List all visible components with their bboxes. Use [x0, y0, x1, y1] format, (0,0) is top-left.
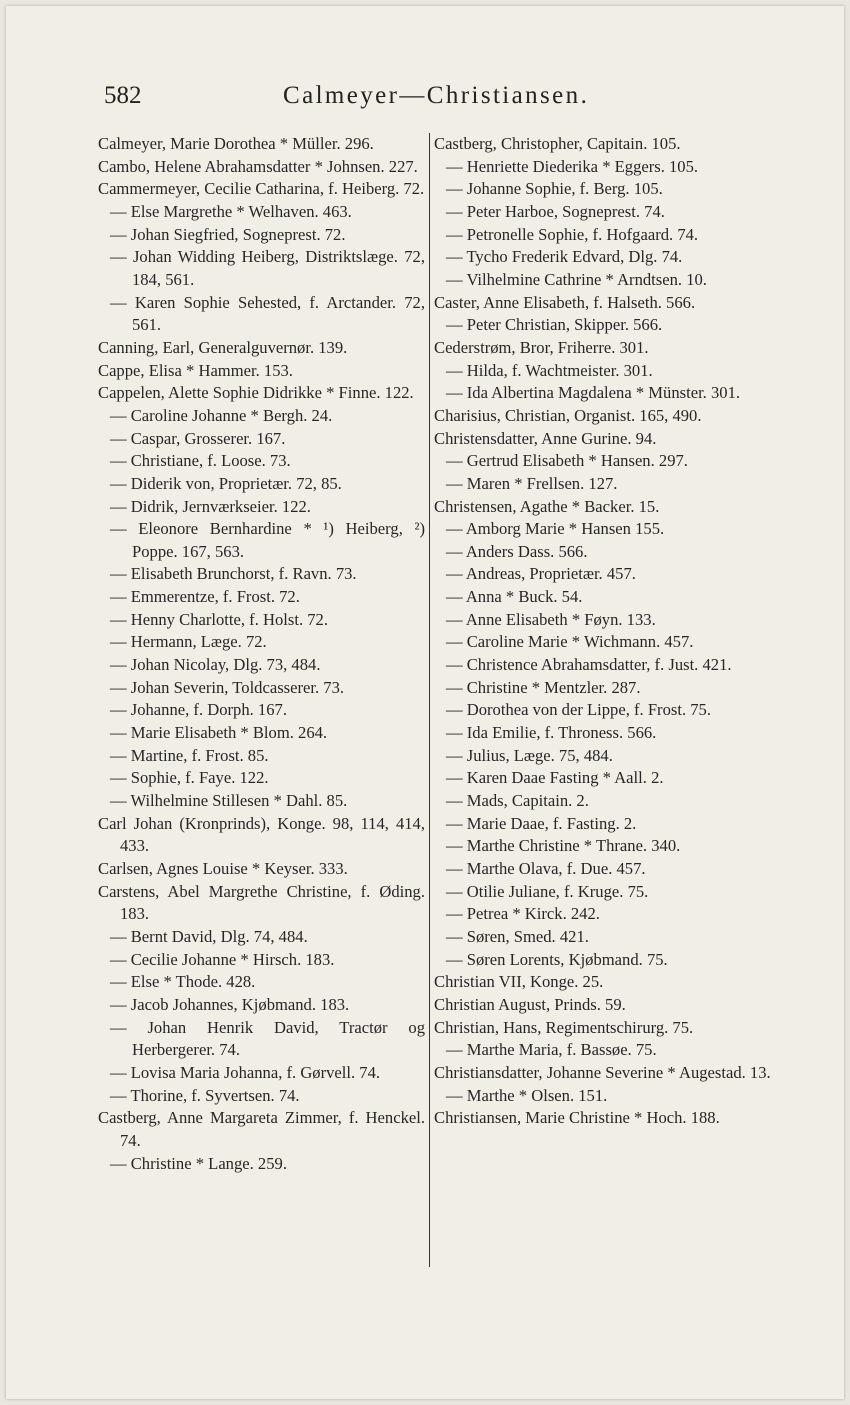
index-subentry: — Mads, Capitain. 2. [446, 791, 589, 811]
index-entry: Carlsen, Agnes Louise * Keyser. 333. [98, 859, 348, 878]
index-subentry: — Marthe Olava, f. Due. 457. [446, 859, 646, 878]
index-entry: Christiansen, Marie Christine * Hoch. 188. [434, 1108, 720, 1128]
index-subentry: — Ida Emilie, f. Throness. 566. [446, 723, 657, 743]
index-subentry: — Emmerentze, f. Frost. 72. [110, 587, 300, 607]
index-subentry: — Julius, Læge. 75, 484. [446, 745, 613, 765]
index-subentry: — Otilie Juliane, f. Kruge. 75. [446, 881, 649, 901]
index-entry: Christensdatter, Anne Gurine. 94. [434, 428, 657, 448]
index-subentry: — Else * Thode. 428. [110, 972, 256, 992]
index-subentry: — Wilhelmine Stillesen * Dahl. 85. [110, 791, 348, 811]
index-subentry: — Elisabeth Brunchorst, f. Ravn. 73. [110, 564, 357, 584]
index-entry: Caster, Anne Elisabeth, f. Halseth. 566. [434, 292, 696, 312]
index-entry: Charisius, Christian, Organist. 165, 490. [434, 405, 702, 425]
index-subentry: — Didrik, Jernværkseier. 122. [110, 496, 311, 516]
index-entry: Christian VII, Konge. 25. [434, 972, 604, 992]
index-subentry: — Henriette Diederika * Eggers. 105. [446, 156, 699, 176]
index-subentry: — Martine, f. Frost. 85. [110, 745, 269, 765]
index-entry: Carstens, Abel Margrethe Christine, f. Øding. 183. [98, 881, 425, 924]
index-subentry: — Johan Widding Heiberg, Distriktslæge. 72, 184, 561. [110, 247, 425, 289]
index-subentry: — Bernt David, Dlg. 74, 484. [110, 926, 308, 946]
index-entry: Cappelen, Alette Sophie Didrikke * Finne. 122. [98, 383, 414, 403]
index-subentry: — Johan Severin, Toldcasserer. 73. [110, 677, 345, 697]
index-subentry: — Johan Siegfried, Sogneprest. 72. [110, 224, 346, 244]
index-subentry: — Johan Henrik David, Tractør og Herbergerer. 74. [110, 1017, 425, 1060]
index-subentry: — Hilda, f. Wachtmeister. 301. [446, 360, 653, 380]
index-subentry: — Thorine, f. Syvertsen. 74. [110, 1085, 300, 1105]
page-header [6, 82, 844, 116]
index-entry: Carl Johan (Kronprinds), Konge. 98, 114, 414, 433. [98, 813, 425, 856]
page-number: 582 [104, 82, 142, 109]
index-subentry: — Tycho Frederik Edvard, Dlg. 74. [446, 247, 683, 267]
index-subentry: — Sophie, f. Faye. 122. [110, 768, 269, 788]
index-subentry: — Johan Nicolay, Dlg. 73, 484. [110, 655, 321, 675]
index-subentry: — Marie Daae, f. Fasting. 2. [446, 813, 637, 833]
index-subentry: — Caroline Marie * Wichmann. 457. [446, 632, 694, 652]
index-subentry: — Peter Harboe, Sogneprest. 74. [446, 201, 665, 221]
index-subentry: — Else Margrethe * Welhaven. 463. [110, 201, 352, 221]
index-subentry: — Anders Dass. 566. [446, 541, 588, 561]
index-entry: Castberg, Anne Margareta Zimmer, f. Henckel. 74. [98, 1108, 425, 1150]
index-subentry: — Andreas, Proprietær. 457. [446, 564, 636, 584]
index-subentry: — Caroline Johanne * Bergh. 24. [110, 405, 333, 425]
index-subentry: — Anne Elisabeth * Føyn. 133. [446, 609, 656, 629]
index-column-left [98, 133, 425, 1175]
index-subentry: — Marthe Christine * Thrane. 340. [446, 836, 681, 856]
index-subentry: — Marthe * Olsen. 151. [446, 1085, 608, 1105]
index-subentry: — Cecilie Johanne * Hirsch. 183. [110, 949, 335, 969]
index-subentry: — Christine * Mentzler. 287. [446, 677, 641, 697]
index-entry: Cederstrøm, Bror, Friherre. 301. [434, 337, 649, 357]
index-entry: Cammermeyer, Cecilie Catharina, f. Heiberg. 72. [98, 179, 425, 199]
index-subentry: — Marthe Maria, f. Bassøe. 75. [446, 1040, 657, 1060]
index-subentry: — Gertrud Elisabeth * Hansen. 297. [446, 451, 688, 471]
index-subentry: — Petronelle Sophie, f. Hofgaard. 74. [446, 224, 699, 244]
index-subentry: — Maren * Frellsen. 127. [446, 473, 618, 493]
index-subentry: — Amborg Marie * Hansen 155. [446, 519, 665, 539]
index-subentry: — Jacob Johannes, Kjøbmand. 183. [110, 994, 350, 1014]
index-subentry: — Eleonore Bernhardine * ¹) Heiberg, ²) Poppe. 167, 563. [110, 519, 425, 561]
index-subentry: — Henny Charlotte, f. Holst. 72. [110, 609, 328, 629]
index-subentry: — Christiane, f. Loose. 73. [110, 451, 291, 471]
index-entry: Calmeyer, Marie Dorothea * Müller. 296. [98, 134, 374, 153]
index-subentry: — Ida Albertina Magdalena * Münster. 301. [446, 383, 741, 403]
running-title: Calmeyer—Christiansen. [283, 82, 590, 109]
index-entry: Christian August, Prinds. 59. [434, 994, 626, 1014]
index-subentry: — Anna * Buck. 54. [446, 587, 583, 607]
index-subentry: — Vilhelmine Cathrine * Arndtsen. 10. [446, 269, 707, 289]
index-entry: Cappe, Elisa * Hammer. 153. [98, 360, 293, 380]
index-subentry: — Karen Daae Fasting * Aall. 2. [446, 768, 664, 788]
index-subentry: — Peter Christian, Skipper. 566. [446, 315, 663, 335]
index-entry: Christensen, Agathe * Backer. 15. [434, 496, 660, 516]
index-entry: Castberg, Christopher, Capitain. 105. [434, 134, 681, 153]
index-subentry: — Christine * Lange. 259. [110, 1153, 287, 1173]
index-subentry: — Søren, Smed. 421. [446, 926, 589, 946]
index-subentry: — Christence Abrahamsdatter, f. Just. 421. [446, 655, 732, 675]
index-subentry: — Karen Sophie Sehested, f. Arctander. 72, 561. [110, 292, 425, 335]
index-subentry: — Diderik von, Proprietær. 72, 85. [110, 473, 342, 493]
index-subentry: — Hermann, Læge. 72. [110, 632, 267, 652]
index-subentry: — Johanne Sophie, f. Berg. 105. [446, 179, 663, 199]
index-entry: Canning, Earl, Generalguvernør. 139. [98, 337, 348, 357]
index-subentry: — Lovisa Maria Johanna, f. Gørvell. 74. [110, 1062, 381, 1082]
index-subentry: — Dorothea von der Lippe, f. Frost. 75. [446, 700, 711, 720]
index-subentry: — Caspar, Grosserer. 167. [110, 428, 286, 448]
index-entry: Cambo, Helene Abrahamsdatter * Johnsen. 227. [98, 156, 418, 176]
index-subentry: — Marie Elisabeth * Blom. 264. [110, 723, 328, 743]
index-entry: Christian, Hans, Regimentschirurg. 75. [434, 1017, 694, 1037]
index-entry: Christiansdatter, Johanne Severine * Augestad. 13. [434, 1062, 771, 1082]
column-divider [429, 133, 430, 1267]
index-subentry: — Søren Lorents, Kjøbmand. 75. [446, 949, 668, 969]
index-subentry: — Petrea * Kirck. 242. [446, 904, 600, 924]
index-column-right [434, 133, 774, 1130]
index-subentry: — Johanne, f. Dorph. 167. [110, 700, 287, 720]
